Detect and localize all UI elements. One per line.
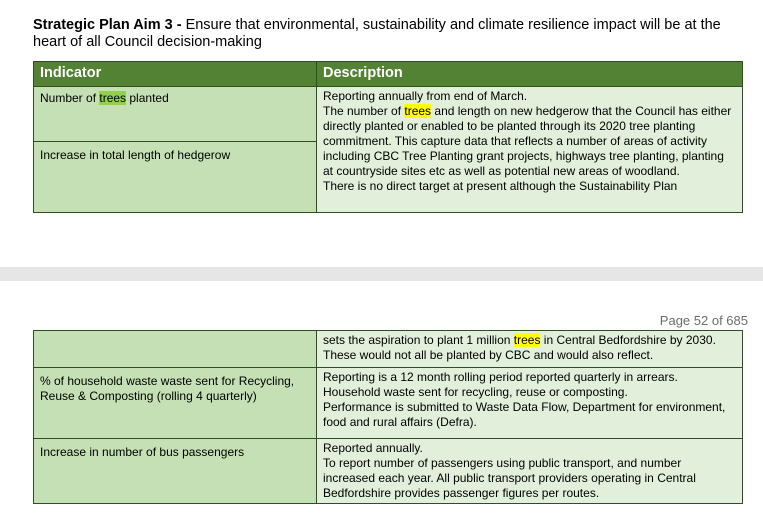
- page-break: [0, 267, 763, 281]
- table-row: [34, 87, 743, 142]
- page-number: Page 52 of 685: [659, 313, 748, 328]
- description-household-waste: Reporting is a 12 month rolling period reported quarterly in arrears. Household waste sent for recycling, reuse or composting. Performance is submitted to Waste Data Flow, Department for environment, food and rural affairs (Defra).: [317, 368, 743, 439]
- highlight-trees: trees: [404, 104, 432, 118]
- indicator-household-waste: % of household waste waste sent for Recycling, Reuse & Composting (rolling 4 quarterly): [34, 368, 317, 439]
- indicator-continued-empty: [34, 331, 317, 368]
- highlight-trees: trees: [99, 91, 127, 105]
- indicator-hedgerow-length: Increase in total length of hedgerow: [34, 142, 317, 213]
- table-header-row: [34, 62, 743, 87]
- indicator-trees-planted: Number of trees planted: [34, 87, 317, 142]
- description-trees-hedgerow: Reporting annually from end of March. The number of trees and length on new hedgerow that the Council has either directly planted or enabled to be planted through its 2020 tree planting commitment. This capture data that reflects a number of areas of activity including CBC Tree Planting grant projects, highways tree planting, planting at countryside sites etc as well as potential new areas of woodland. There is no direct target at present although the Sustainability Plan: [317, 87, 743, 213]
- indicator-table: [33, 61, 743, 213]
- description-continued: sets the aspiration to plant 1 million trees in Central Bedfordshire by 2030. These would not all be planted by CBC and would also reflect.: [317, 331, 743, 368]
- header-description: Description: [317, 62, 743, 87]
- indicator-table-continued: [33, 330, 743, 504]
- header-indicator: Indicator: [34, 62, 317, 87]
- table-row: [34, 331, 743, 368]
- description-bus-passengers: Reported annually. To report number of passengers using public transport, and number increased each year. All public transport providers operating in Central Bedfordshire provides passenger figures per routes.: [317, 439, 743, 504]
- table-row: [34, 439, 743, 504]
- heading-text: Ensure that environmental, sustainability and climate resilience impact will be at the heart of all Council decision-making: [33, 17, 721, 50]
- highlight-trees: trees: [513, 333, 541, 347]
- table-row: [34, 368, 743, 439]
- section-heading: [33, 17, 745, 51]
- heading-bold: Strategic Plan Aim 3 -: [33, 17, 182, 33]
- indicator-bus-passengers: Increase in number of bus passengers: [34, 439, 317, 504]
